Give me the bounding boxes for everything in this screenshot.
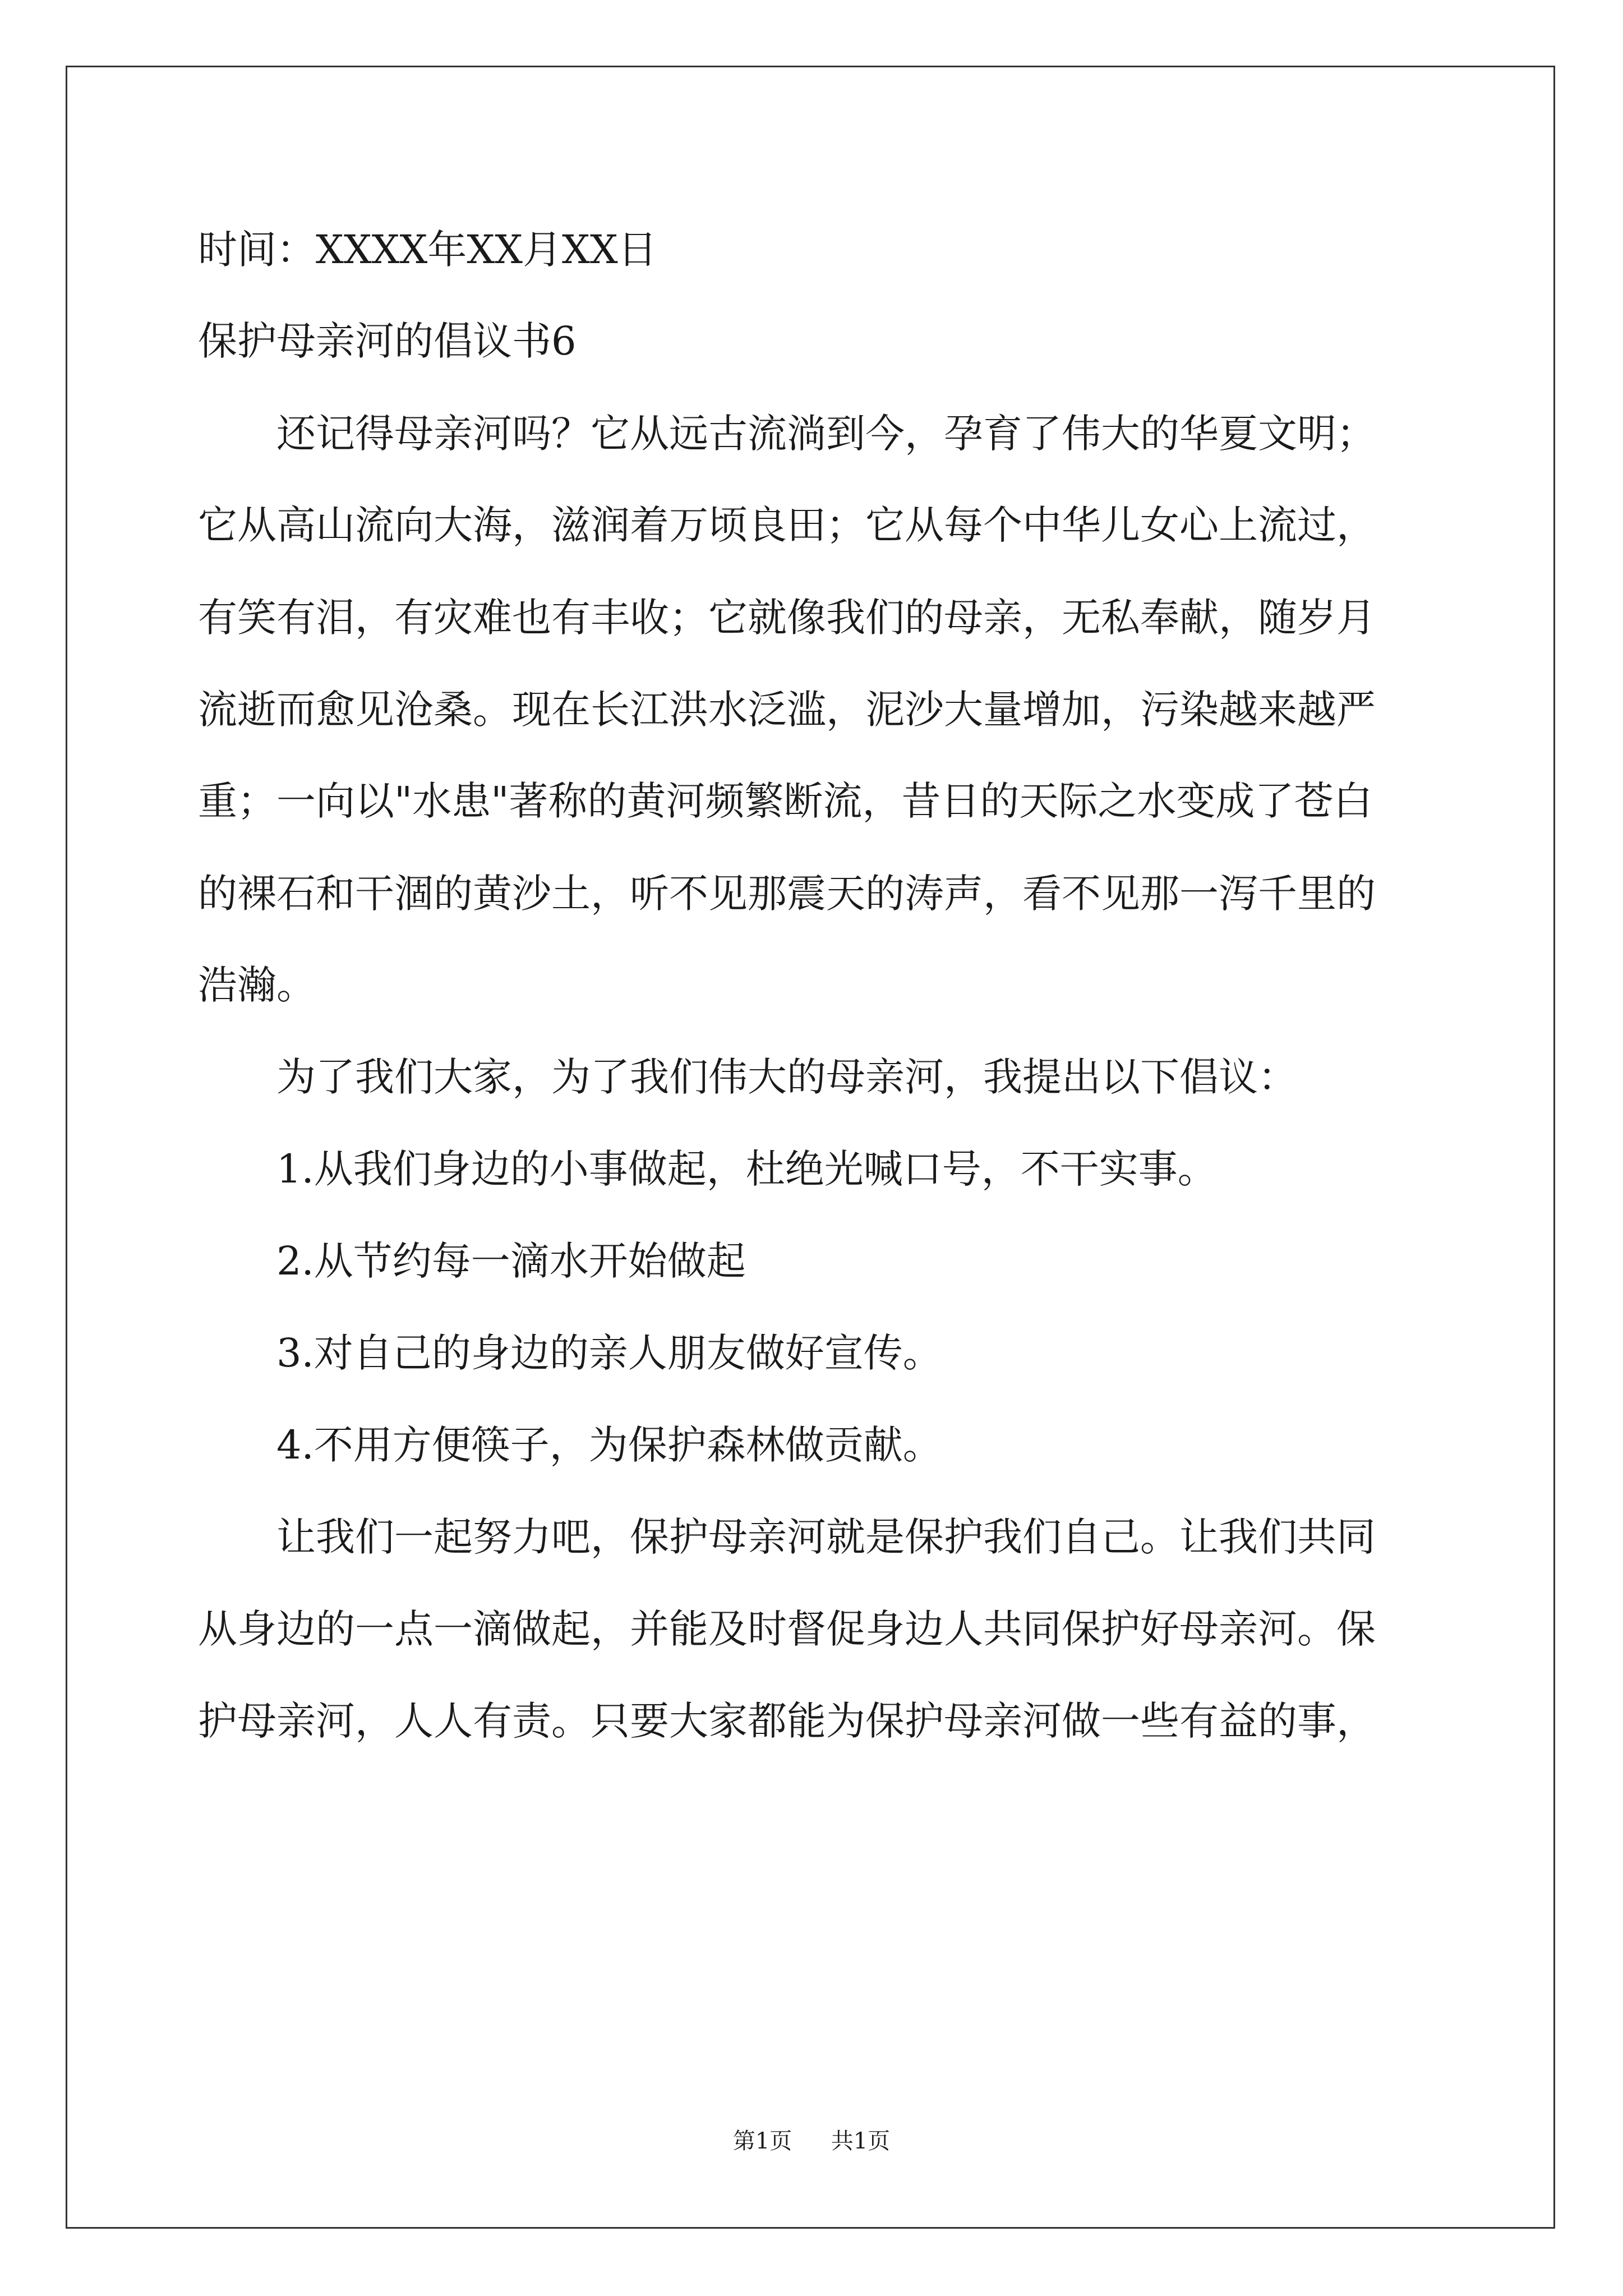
- page-footer: [0, 2127, 1623, 2155]
- list-item-3: 3.对自己的身边的亲人朋友做好宣传。: [198, 1330, 942, 1376]
- page-number-current: 第1页: [732, 2128, 792, 2154]
- paragraph-1-line-1: 还记得母亲河吗？它从远古流淌到今，孕育了伟大的华夏文明；: [198, 411, 1376, 457]
- paragraph-1-line-3: 有笑有泪，有灾难也有丰收；它就像我们的母亲，无私奉献，随岁月: [198, 595, 1376, 641]
- list-item-1: 1.从我们身边的小事做起，杜绝光喊口号，不干实事。: [198, 1146, 1217, 1192]
- paragraph-1-line-2: 它从高山流向大海，滋润着万顷良田；它从每个中华儿女心上流过，: [198, 502, 1376, 548]
- list-item-4: 4.不用方便筷子，为保护森林做贡献。: [198, 1422, 942, 1468]
- paragraph-1-line-6: 的裸石和干涸的黄沙土，听不见那震天的涛声，看不见那一泻千里的: [198, 871, 1376, 917]
- paragraph-1-line-7: 浩瀚。: [198, 962, 316, 1008]
- paragraph-7-line-3: 护母亲河，人人有责。只要大家都能为保护母亲河做一些有益的事，: [198, 1698, 1376, 1744]
- list-item-2: 2.从节约每一滴水开始做起: [198, 1238, 746, 1284]
- paragraph-1-line-4: 流逝而愈见沧桑。现在长江洪水泛滥，泥沙大量增加，污染越来越严: [198, 687, 1376, 733]
- document-heading: 保护母亲河的倡议书6: [198, 318, 577, 364]
- page-number-total: 共1页: [831, 2128, 891, 2154]
- paragraph-2-line-1: 为了我们大家，为了我们伟大的母亲河，我提出以下倡议：: [198, 1054, 1297, 1100]
- date-line: 时间：XXXX年XX月XX日: [198, 227, 657, 273]
- paragraph-7-line-2: 从身边的一点一滴做起，并能及时督促身边人共同保护好母亲河。保: [198, 1606, 1376, 1652]
- paragraph-1-line-5: 重；一向以"水患"著称的黄河频繁断流，昔日的天际之水变成了苍白: [198, 778, 1373, 824]
- paragraph-7-line-1: 让我们一起努力吧，保护母亲河就是保护我们自己。让我们共同: [198, 1514, 1376, 1560]
